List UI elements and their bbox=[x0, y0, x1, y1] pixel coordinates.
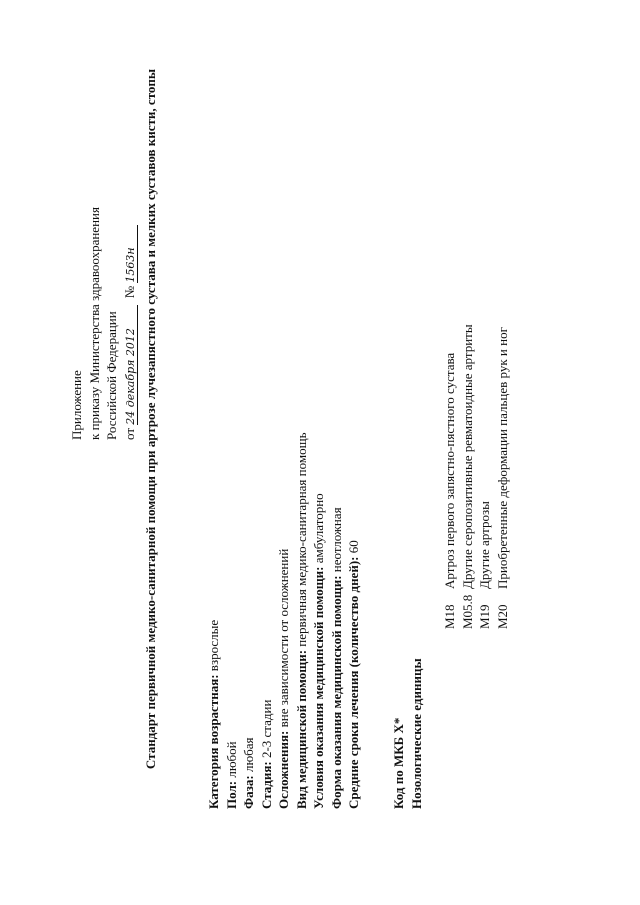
icd-code: M18 bbox=[442, 604, 457, 629]
appendix-block bbox=[68, 207, 138, 440]
param-complications: Осложнения: вне зависимости от осложнений bbox=[276, 548, 291, 809]
document-title: Стандарт первичной медико-санитарной помощи при артрозе лучезапястного сустава и мелких суставов кисти, стопы bbox=[143, 68, 158, 770]
param-treatment-duration: Средние сроки лечения (количество дней): 60 bbox=[346, 540, 361, 809]
handwritten-date: 24 декабря 2012 bbox=[124, 305, 138, 425]
number-label: № bbox=[121, 285, 137, 299]
handwritten-number: 1563н bbox=[124, 225, 138, 283]
nosology-name: Другие артрозы bbox=[477, 501, 492, 589]
nosology-row bbox=[441, 324, 459, 629]
icd-code-header: Код по МКБ X* bbox=[391, 717, 406, 809]
nosology-row bbox=[476, 324, 494, 629]
param-care-form: Форма оказания медицинской помощи: неотложная bbox=[328, 507, 344, 809]
nosology-name: Приобретенные деформации пальцев рук и ног bbox=[494, 327, 510, 589]
param-phase: Фаза: любая bbox=[241, 737, 256, 809]
appendix-date-line bbox=[121, 207, 139, 440]
codes-header bbox=[390, 658, 425, 809]
from-label: от bbox=[121, 427, 137, 440]
nosology-list bbox=[441, 324, 511, 629]
parameters-list bbox=[205, 432, 363, 809]
icd-code: M05.8 bbox=[459, 594, 475, 629]
param-age-category: Категория возрастная: взрослые bbox=[206, 619, 221, 809]
nosology-row bbox=[494, 324, 512, 629]
param-care-type: Вид медицинской помощи: первичная медико-санитарная помощь bbox=[293, 432, 309, 809]
nosology-name: Артроз первого запястно-пястного сустава bbox=[442, 352, 457, 589]
nosology-units-header: Нозологические единицы bbox=[408, 658, 424, 809]
param-stage: Стадия: 2-3 стадии bbox=[258, 699, 274, 809]
param-care-conditions: Условия оказания медицинской помощи: амбулаторно bbox=[311, 493, 326, 809]
nosology-name: Другие серопозитивные ревматоидные артриты bbox=[459, 324, 475, 589]
param-sex: Пол: любой bbox=[223, 741, 239, 809]
appendix-line-1: Приложение bbox=[69, 370, 84, 440]
appendix-line-2: к приказу Министерства здравоохранения bbox=[86, 207, 102, 440]
icd-code: M20 bbox=[494, 604, 510, 629]
nosology-row bbox=[459, 324, 477, 629]
icd-code: M19 bbox=[477, 604, 492, 629]
appendix-line-3: Российской Федерации bbox=[104, 311, 119, 440]
